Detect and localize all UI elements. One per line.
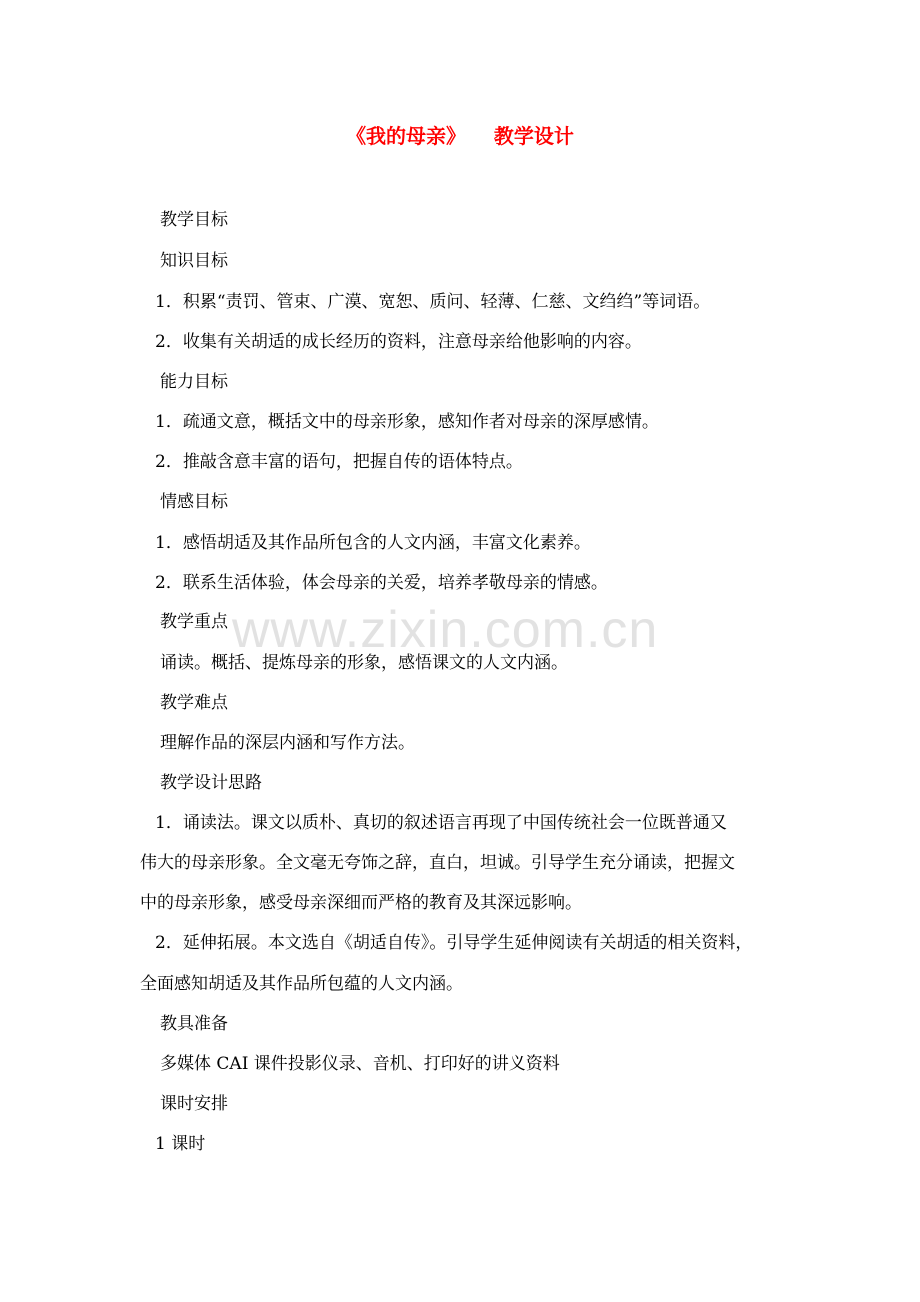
- design-item-1-line-3: 中的母亲形象，感受母亲深细而严格的教育及其深远影响。: [140, 893, 582, 913]
- design-item-1-line-2: 伟大的母亲形象。全文毫无夸饰之辞，直白，坦诚。引导学生充分诵读，把握文: [140, 853, 735, 873]
- heading-key-points: 教学重点: [160, 612, 228, 632]
- emotion-item-2: 2．联系生活体验，体会母亲的关爱，培养孝敬母亲的情感。: [155, 573, 608, 593]
- difficulties-text: 理解作品的深层内涵和写作方法。: [160, 733, 415, 753]
- design-item-2-line-1: 2．延伸拓展。本文选自《胡适自传》。引导学生延伸阅读有关胡适的相关资料，: [155, 933, 753, 953]
- design-item-1-line-1: 1．诵读法。课文以质朴、真切的叙述语言再现了中国传统社会一位既普通又: [155, 813, 727, 833]
- schedule-text: 1 课时: [155, 1134, 206, 1154]
- heading-difficulties: 教学难点: [160, 693, 228, 713]
- watermark: www.zixin.com.cn: [232, 601, 659, 659]
- knowledge-item-1: 1．积累“责罚、管束、广漠、宽恕、质问、轻薄、仁慈、文绉绉”等词语。: [155, 292, 711, 312]
- knowledge-item-2: 2．收集有关胡适的成长经历的资料，注意母亲给他影响的内容。: [155, 332, 642, 352]
- heading-emotion-goals: 情感目标: [160, 492, 228, 512]
- heading-teaching-aids: 教具准备: [160, 1014, 228, 1034]
- heading-teaching-goals: 教学目标: [160, 210, 228, 230]
- teaching-aids-text: 多媒体 CAI 课件投影仪录、音机、打印好的讲义资料: [160, 1054, 560, 1074]
- emotion-item-1: 1．感悟胡适及其作品所包含的人文内涵，丰富文化素养。: [155, 533, 591, 553]
- key-points-text: 诵读。概括、提炼母亲的形象，感悟课文的人文内涵。: [160, 653, 568, 673]
- heading-design-ideas: 教学设计思路: [160, 773, 262, 793]
- document-title: 《我的母亲》 教学设计: [346, 124, 574, 148]
- heading-knowledge-goals: 知识目标: [160, 251, 228, 271]
- heading-ability-goals: 能力目标: [160, 372, 228, 392]
- heading-schedule: 课时安排: [160, 1094, 228, 1114]
- ability-item-2: 2．推敲含意丰富的语句，把握自传的语体特点。: [155, 452, 523, 472]
- design-item-2-line-2: 全面感知胡适及其作品所包蕴的人文内涵。: [140, 974, 463, 994]
- ability-item-1: 1．疏通文意，概括文中的母亲形象，感知作者对母亲的深厚感情。: [155, 412, 659, 432]
